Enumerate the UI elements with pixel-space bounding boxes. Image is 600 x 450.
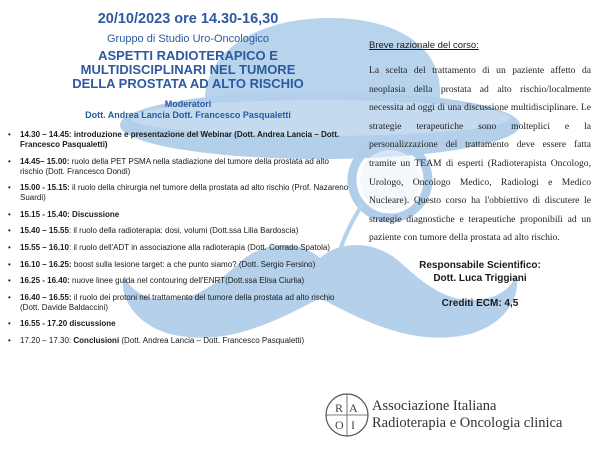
association-name <box>372 398 562 432</box>
title-line: ASPETTI RADIOTERAPICO E <box>98 48 278 63</box>
agenda-topic: nuove linee guida nel contouring dell'ENRT(Dott.ssa Elisa Ciurlia) <box>69 276 305 286</box>
agenda-time: 16.40 – 16.55: <box>20 292 72 302</box>
rationale-column <box>369 40 591 310</box>
agenda-item <box>8 183 350 203</box>
agenda-item <box>8 293 350 313</box>
agenda-conclusion-label: Conclusioni <box>73 335 120 345</box>
agenda-time: 17.20 – 17.30: <box>20 335 74 345</box>
svg-text:I: I <box>351 418 355 432</box>
agenda-time: 14.30 – 14.45: introduzione e presentazione del Webinar <box>20 130 232 139</box>
moderators-label: Moderatori <box>164 99 212 109</box>
event-title <box>26 49 350 91</box>
agenda-topic: boost sulla lesione target: a che punto siamo? (Dott. Sergio Fersino) <box>71 259 316 269</box>
study-group: Gruppo di Studio Uro-Oncologico <box>106 33 270 45</box>
agenda-time: 15.00 - 15.15: <box>20 183 70 193</box>
agenda-time: 15.55 – 16.10 <box>20 242 69 252</box>
bullet-icon: • <box>8 335 11 345</box>
bullet-icon: • <box>8 292 11 302</box>
bullet-icon: • <box>8 156 11 166</box>
rationale-body: La scelta del trattamento di un paziente affetto da neoplasia della prostata ad alto rischio/localmente necessita ad oggi di una discussione multidisciplinare. Le strategie terapeutiche sono molteplici e la personalizzazione del trattamento deve essere fatta tramite un TEAM di esperti (Radioterapista Oncologo, Urologo, Oncologo Medico, Radiologi e Medico Nucleare). Questo corso ha l'obbiettivo di discutere le strategie diagnostiche e terapeutiche proponibili ad un paziente con tumore della prostata ad alto rischio. <box>369 65 591 244</box>
responsible-name: Dott. Luca Triggiani <box>433 272 527 284</box>
agenda-time: 16.10 – 16.25: <box>20 259 72 269</box>
svg-text:R: R <box>335 401 344 415</box>
bullet-icon: • <box>8 130 11 139</box>
agenda-topic: (Dott. Andrea Lancia – Dott. Francesco Pasqualetti) <box>119 335 305 345</box>
agenda-speaker: (Dott. Andrea Lancia – Dott. Francesco Pasqualetti) <box>20 130 340 149</box>
bullet-icon: • <box>8 259 11 269</box>
agenda-item <box>8 243 350 253</box>
agenda-item <box>8 130 350 150</box>
program-column <box>8 10 350 353</box>
agenda-topic: il ruolo della chirurgia nel tumore della prostata ad alto rischio (Prof. Nazareno Suardi) <box>20 183 349 203</box>
title-line: DELLA PROSTATA AD ALTO RISCHIO <box>72 76 304 91</box>
agenda-item <box>8 319 350 329</box>
agenda-time: 16.25 - 16.40: <box>20 276 70 286</box>
svg-text:O: O <box>335 418 344 432</box>
agenda-topic: : il ruolo della radioterapia: dosi, volumi (Dott.ssa Lilia Bardoscia) <box>68 226 299 236</box>
agenda-item <box>8 226 350 236</box>
bullet-icon: • <box>8 209 11 219</box>
bullet-icon: • <box>8 226 11 236</box>
bullet-icon: • <box>8 183 11 193</box>
agenda-time: 15.40 – 15.55 <box>20 226 69 236</box>
bullet-icon: • <box>8 319 11 329</box>
agenda-item <box>8 260 350 270</box>
rationale-heading: Breve razionale del corso: <box>369 40 479 51</box>
agenda-item <box>8 157 350 177</box>
agenda-list <box>8 130 350 346</box>
responsible-label: Responsabile Scientifico: <box>419 259 541 271</box>
association-line: Associazione Italiana <box>372 398 497 414</box>
title-line: MULTIDISCIPLINARI NEL TUMORE <box>80 62 296 77</box>
agenda-item <box>8 336 350 346</box>
agenda-item <box>8 210 350 220</box>
event-date: 20/10/2023 ore 14.30-16,30 <box>97 11 279 27</box>
agenda-topic: ruolo della PET PSMA nella stadiazione del tumore della prostata ad alto rischio (Dott. Francesco Dondi) <box>20 156 329 176</box>
bullet-icon: • <box>8 276 11 286</box>
agenda-time: 14.45– 15.00: <box>20 156 70 166</box>
agenda-time: 16.55 - 17.20 discussione <box>20 319 116 329</box>
agenda-item <box>8 276 350 286</box>
moderators-names: Dott. Andrea Lancia Dott. Francesco Pasqualetti <box>85 110 291 120</box>
svg-text:A: A <box>349 401 358 415</box>
agenda-topic: il ruolo dei protoni nel trattamento del tumore della prostata ad alto rischio (Dott. Davide Baldaccini) <box>20 292 335 312</box>
responsible-scientist <box>369 259 591 285</box>
agenda-topic: : il ruolo dell'ADT in associazione alla radioterapia (Dott. Corrado Spatola) <box>68 242 331 252</box>
agenda-time: 15.15 - 15.40: Discussione <box>20 209 120 219</box>
ecm-credits: Crediti ECM: 4,5 <box>441 297 519 309</box>
bullet-icon: • <box>8 242 11 252</box>
association-line: Radioterapia e Oncologia clinica <box>372 415 563 431</box>
airo-logo <box>318 391 376 439</box>
